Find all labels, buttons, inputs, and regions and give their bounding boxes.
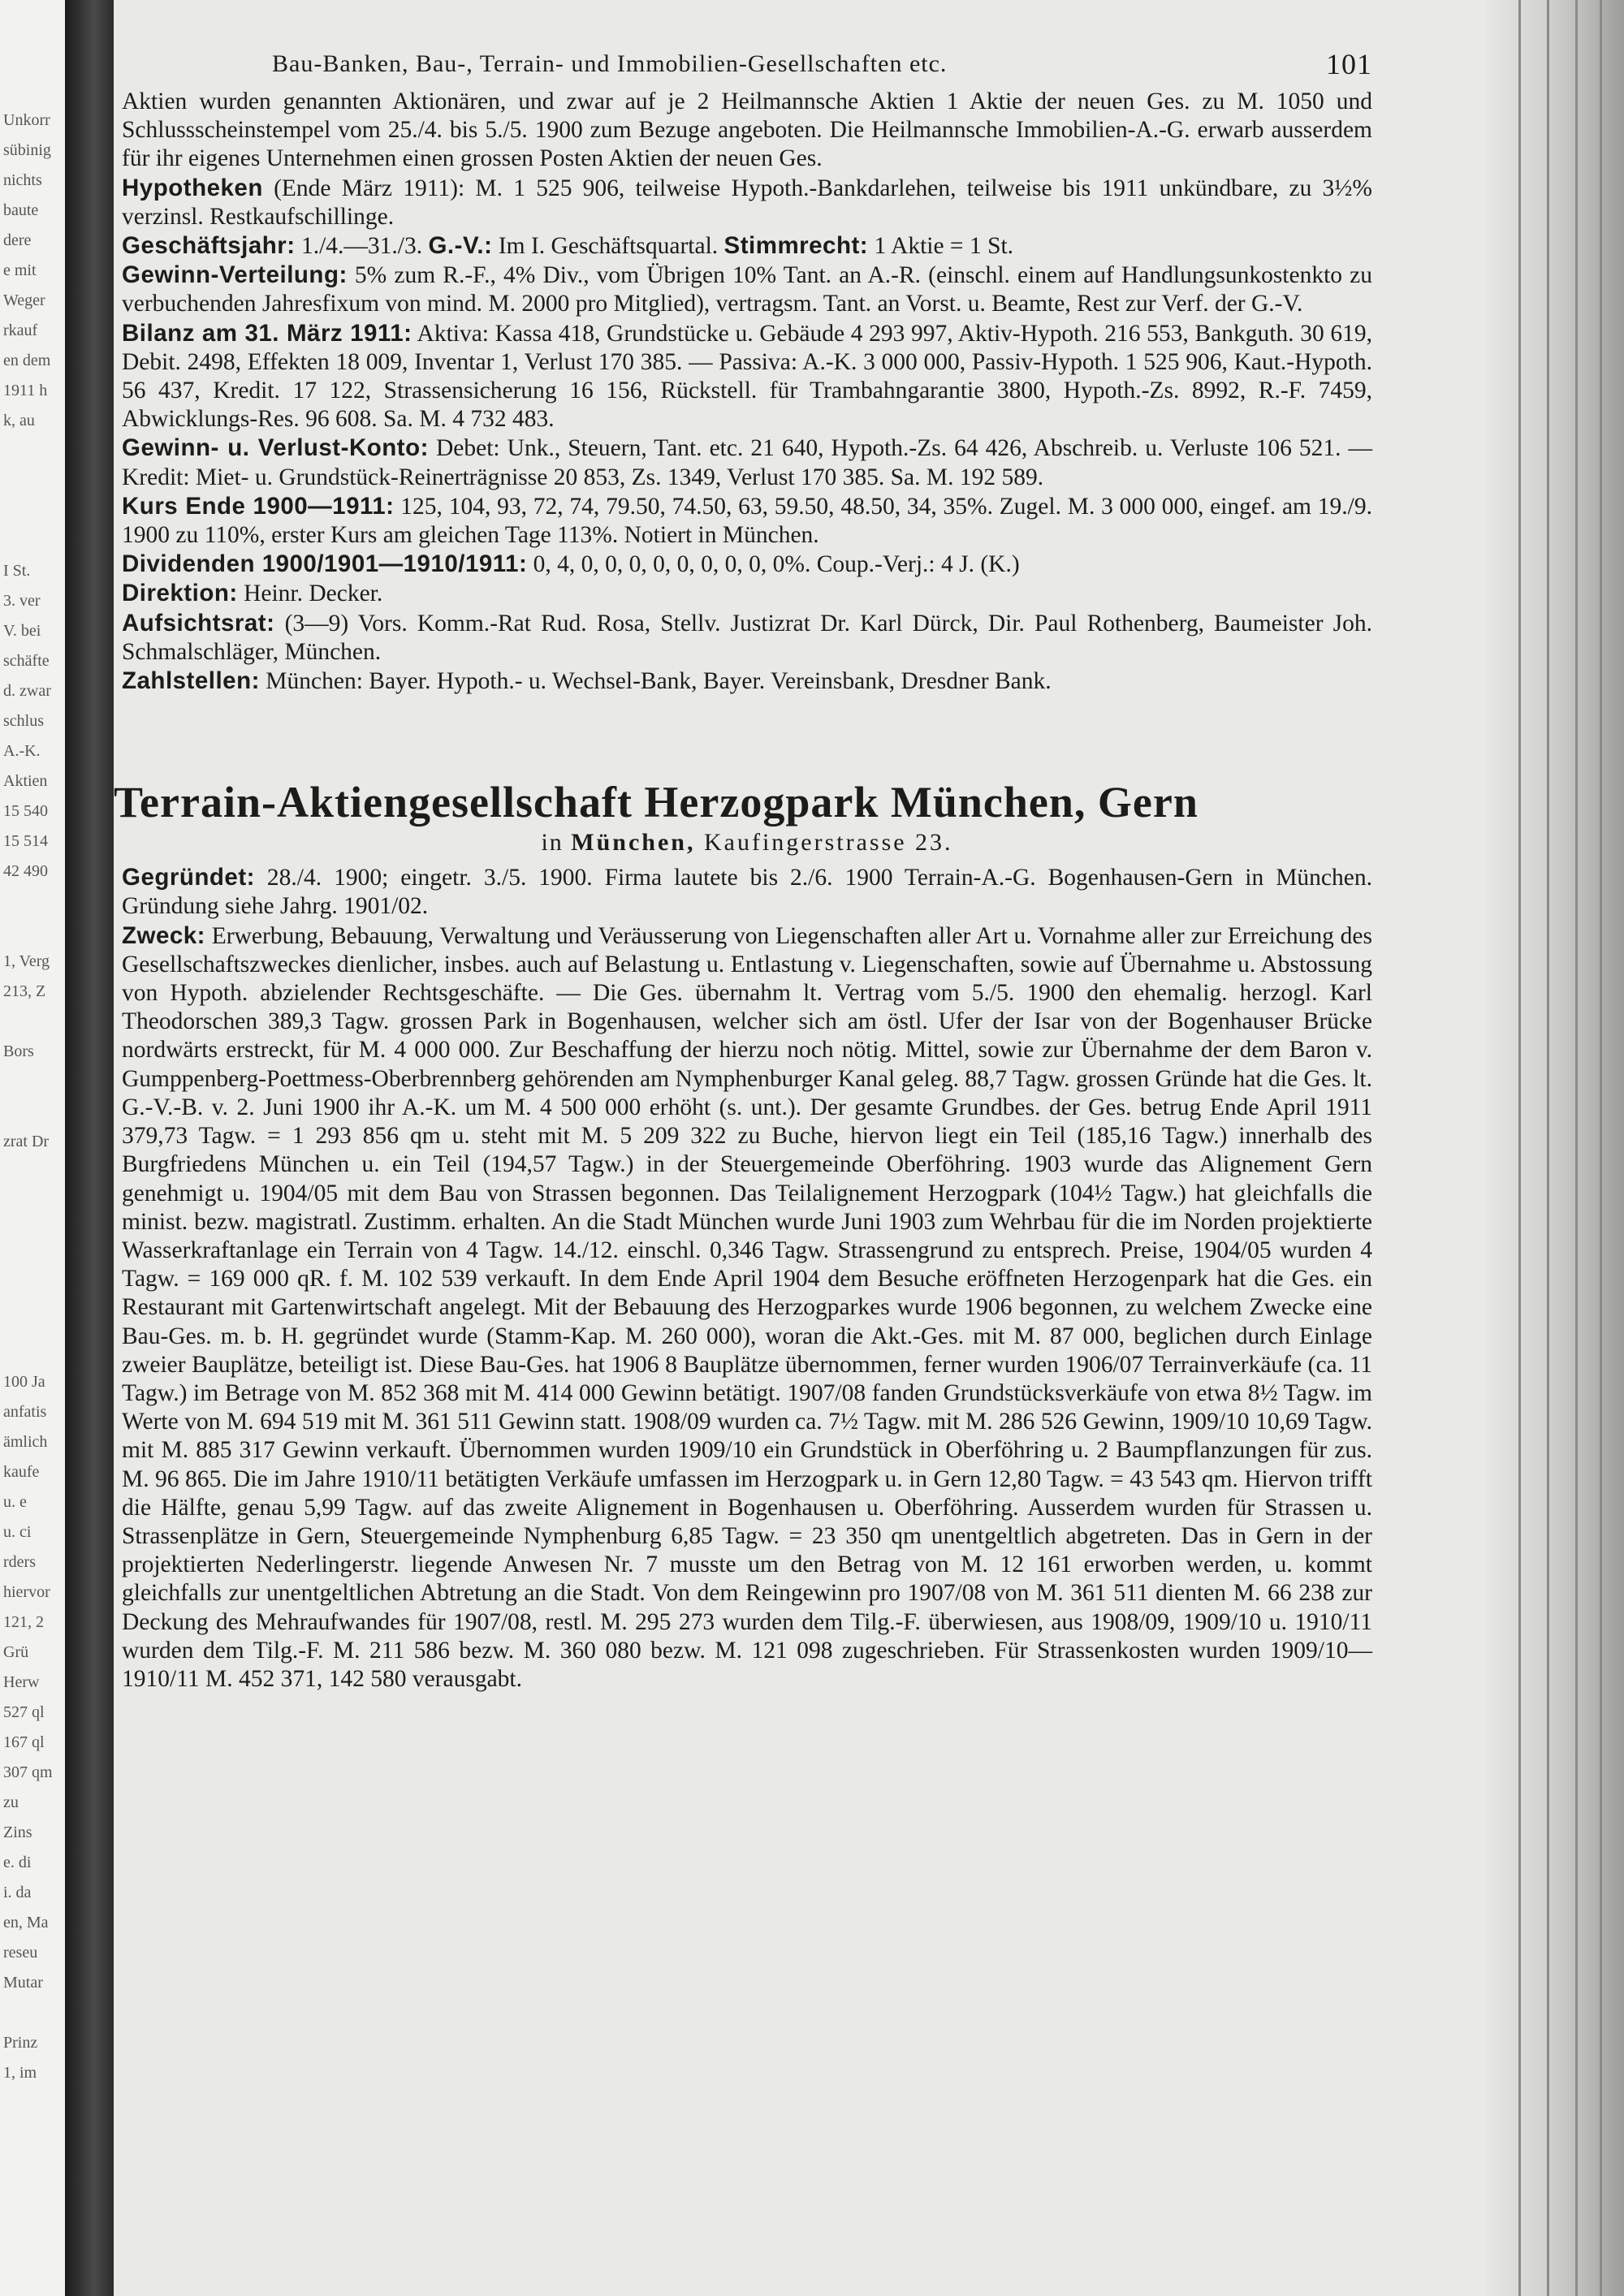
company-address: in München, Kaufingerstrasse 23. <box>541 829 953 857</box>
section-1 <box>122 88 1372 696</box>
paragraph: Hypotheken (Ende März 1911): M. 1 525 906, teilweise Hypoth.-Bankdarlehen, teilweise bis 1911 unkündbare, zu 3½% verzinsl. Restkaufschillinge. <box>122 174 1372 230</box>
paragraph: Kurs Ende 1900—1911: 125, 104, 93, 72, 74, 79.50, 74.50, 63, 59.50, 48.50, 34, 35%. Zugel. M. 3 000 000, eingef. am 19./9. 1900 zu 110%, erster Kurs am gleichen Tage 113%. Notiert in München. <box>122 492 1372 549</box>
page <box>114 32 1372 1694</box>
paragraph: Bilanz am 31. März 1911: Aktiva: Kassa 418, Grundstücke u. Gebäude 4 293 997, Aktiv-Hypoth. 216 553, Bankguth. 30 619, Debit. 2498, Effekten 18 009, Inventar 1, Verlust 170 385. — Passiva: A.-K. 3 000 000, Passiv-Hypoth. 1 525 906, Kaut.-Hypoth. 56 437, Kredit. 17 122, Strassensicherung 16 156, Rückstell. für Trambahngarantie 3800, Hypoth.-Zs. 8992, R.-F. 7459, Abwicklungs-Res. 96 608. Sa. M. 4 732 483. <box>122 319 1372 433</box>
page-edge-stack <box>1486 0 1624 2296</box>
paragraph: Aktien wurden genannten Aktionären, und zwar auf je 2 Heilmannsche Aktien 1 Aktie der neuen Ges. zu M. 1050 und Schlussscheinstempel vom 25./4. bis 5./5. 1900 zum Bezuge angeboten. Die Heilmannsche Immobilien-A.-G. erwarb ausserdem für ihr eigenes Unternehmen einen grossen Posten Aktien der neuen Ges. <box>122 88 1372 172</box>
left-page-margin <box>0 0 65 2296</box>
company-title: Terrain-Aktiengesellschaft Herzogpark München, Gern <box>114 778 1199 827</box>
running-head-title: Bau-Banken, Bau-, Terrain- und Immobilien-Gesellschaften etc. <box>272 50 948 77</box>
paragraph: Zweck: Erwerbung, Bebauung, Verwaltung und Veräusserung von Liegenschaften aller Art u. Vornahme aller zur Erreichung des Gesellschaftszweckes dienlicher, insbes. auch auf Belastung u. Entlastung v. Liegenschaften, sowie auf Übernahme u. Abstossung von Hypoth. abzielender Rechtsgeschäfte. — Die Ges. übernahm lt. Vertrag vom 5./5. 1900 den ehemalig. herzogl. Karl Theodorschen 389,3 Tagw. grossen Park in Bogenhausen, welcher sich am östl. Ufer der Isar von der Bogenhauser Brücke nordwärts erstreckt, für M. 4 000 000. Zur Beschaffung der hierzu noch nötig. Mittel, sowie zur Übernahme der dem Baron v. Gumppenberg-Poettmess-Oberbrennberg gehörenden am Nymphenburger Kanal geleg. 88,7 Tagw. grossen Gründe hat die Ges. lt. G.-V.-B. v. 2. Juni 1900 ihr A.-K. um M. 4 500 000 erhöht (s. unt.). Der gesamte Grundbes. der Ges. betrug Ende April 1911 379,73 Tagw. = 1 293 856 qm u. steht mit M. 5 209 322 zu Buche, hiervon liegt ein Teil (185,16 Tagw.) innerhalb des Burgfriedens München u. ein Teil (194,57 Tagw.) in der Steuergemeinde Oberföhring. 1903 wurde das Alignement Gern genehmigt u. 1904/05 mit dem Bau von Strassen begonnen. Das Teilalignement Herzogpark (104½ Tagw.) hat gleichfalls die minist. bezw. magistratl. Zustimm. erhalten. An die Stadt München wurde Juni 1903 zum Wehrbau für die im Norden projektierte Wasserkraftanlage ein Terrain von 4 Tagw. 14./12. einschl. 0,346 Tagw. Strassengrund zu entsprech. Preise, 1904/05 wurden 4 Tagw. = 169 000 qR. f. M. 102 539 verkauft. In dem Ende April 1904 dem Besuche eröffneten Herzogenpark hat die Ges. ein Restaurant mit Gartenwirtschaft angelegt. Mit der Bebauung des Herzogparkes wurde 1906 begonnen, zu welchem Zwecke eine Bau-Ges. m. b. H. gegründet wurde (Stamm-Kap. M. 260 000), woran die Akt.-Ges. mit M. 87 000, beglichen durch Einlage zweier Bauplätze, beteiligt ist. Diese Bau-Ges. hat 1906 8 Bauplätze übernommen, ferner wurden 1906/07 Terrainverkäufe (ca. 11 Tagw.) im Betrage von M. 852 368 mit M. 414 000 Gewinn betätigt. 1907/08 fanden Grundstücksverkäufe von etwa 8½ Tagw. im Werte von M. 694 519 mit M. 361 511 Gewinn statt. 1908/09 wurden ca. 7½ Tagw. mit M. 286 526 Gewinn, 1909/10 10,69 Tagw. mit M. 885 317 Gewinn verkauft. Übernommen wurden 1909/10 ein Grundstück in Oberföhring u. 2 Baumpflanzungen für zus. M. 96 865. Die im Jahre 1910/11 betätigten Verkäufe umfassen im Herzogpark u. in Gern 12,80 Tagw. = 43 543 qm. Hiervon trifft die Hälfte, genau 5,99 Tagw. auf das zweite Alignement in Bogenhausen u. Oberföhring. Ausserdem wurden für Strassen u. Strassenplätze in Gern, Steuergemeinde Nymphenburg 6,85 Tagw. = 23 350 qm unentgeltlich abgetreten. Das in Gern in der projektierten Nederlingerstr. liegende Anwesen Nr. 7 musste um den Betrag von M. 12 161 erworben werden, u. kommt gleichfalls zur unentgeltlichen Abtretung an die Stadt. Von dem Reingewinn pro 1907/08 von M. 361 511 dienten M. 66 238 zur Deckung des Mehraufwandes für 1907/08, restl. M. 295 273 wurden dem Tilg.-F. überwiesen, aus 1908/09, 1909/10 u. 1910/11 wurden dem Tilg.-F. M. 211 586 bezw. M. 360 080 bezw. M. 121 098 zugeschrieben. Für Strassenkosten wurden 1909/10—1910/11 M. 452 371, 142 580 verausgabt. <box>122 921 1372 1692</box>
paragraph: Direktion: Heinr. Decker. <box>122 580 383 607</box>
paragraph: Gewinn-Verteilung: 5% zum R.-F., 4% Div., vom Übrigen 10% Tant. an A.-R. (einschl. einem auf Handlungsunkostenkto zu verbuchenden Jahresfixum von mind. M. 2000 pro Mitglied), vertragsm. Tant. an Vorst. u. Beamte, Rest zur Verf. der G.-V. <box>122 261 1372 317</box>
paragraph: Dividenden 1900/1901—1910/1911: 0, 4, 0, 0, 0, 0, 0, 0, 0, 0, 0%. Coup.-Verj.: 4 J. (K.) <box>122 550 1020 578</box>
binding-shadow <box>65 0 114 2296</box>
running-head <box>122 32 1372 81</box>
paragraph: Zahlstellen: München: Bayer. Hypoth.- u. Wechsel-Bank, Bayer. Vereinsbank, Dresdner Bank. <box>122 667 1052 695</box>
paragraph: Gewinn- u. Verlust-Konto: Debet: Unk., Steuern, Tant. etc. 21 640, Hypoth.-Zs. 64 426, Abschreib. u. Verluste 106 521. — Kredit: Miet- u. Grundstück-Reinerträgnisse 20 853, Zs. 1349, Verlust 170 385. Sa. M. 192 589. <box>122 434 1372 490</box>
paragraph: Gegründet: 28./4. 1900; eingetr. 3./5. 1900. Firma lautete bis 2./6. 1900 Terrain-A.-G. Bogenhausen-Gern in München. Gründung siehe Jahrg. 1901/02. <box>122 864 1372 920</box>
paragraph: Aufsichtsrat: (3—9) Vors. Komm.-Rat Rud. Rosa, Stellv. Justizrat Dr. Karl Dürck, Dir. Paul Rothenberg, Baumeister Joh. Schmalschläger, München. <box>122 609 1372 665</box>
page-number: 101 <box>1326 48 1372 80</box>
adjacent-page-fragments: Unkorr sübinig nichts baute dere e mit Weger rkauf en dem 1911 h k, au I St. 3. ver V. bei schäfte d. zwar schlus A.-K. Aktien 15 540 15 514 42 490 1, Verg 213, Z Bors zrat Dr 100 Ja anfatis ämlich kaufe u. e u. ci rders hiervor 121, 2 Grü Herw 527 ql 167 ql 307 qm zu Zins e. di i. da en, Ma reseu Mutar Prinz 1, im <box>3 111 53 2082</box>
paragraph: Geschäftsjahr: 1./4.—31./3. G.-V.: Im I. Geschäftsquartal. Stimmrecht: 1 Aktie = 1 St. <box>122 232 1014 260</box>
section-2 <box>114 777 1372 1694</box>
